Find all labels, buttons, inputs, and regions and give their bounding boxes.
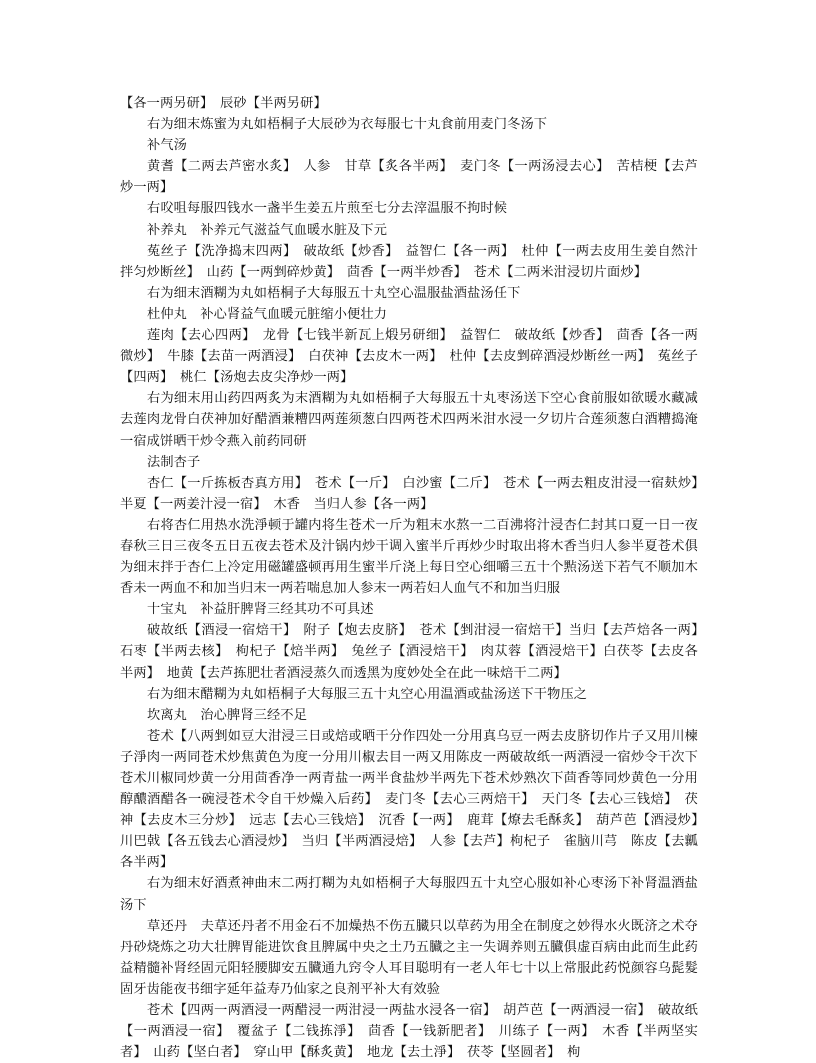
paragraph-20: 草还丹 夫草还丹者不用金石不加燥热不伤五臓只以草药为用全在制度之妙得水火既济之术夺丹砂烧炼之功大壮脾胃能进饮食且脾属中央之土乃五臓之主一失调养则五臓俱虚百病由此而生此药益精髓补肾经固元阳轻腰脚安五臓通九窍令人耳目聪明有一老人年七十以上常服此药悦颜容乌髭髮固牙齿能夜书细字延年益寿乃仙家之良剂平补大有效验	[120, 918, 698, 997]
paragraph-6: 菟丝子【洗净捣末四两】 破故纸【炒香】 益智仁【各一两】 杜仲【一两去皮用生姜自然汁拌匀炒断丝】 山药【一两剉碎炒黄】 茴香【一两半炒香】 苍术【二两米泔浸切片面炒】	[120, 243, 698, 280]
paragraph-21: 苍术【四两一两酒浸一两醋浸一两泔浸一两盐水浸各一宿】 胡芦芭【一两酒浸一宿】 破故纸【一两酒浸一宿】 覆盆子【二钱拣淨】 茴香【一钱新肥者】 川练子【一两】 木香【半两坚实者】 山药【坚白者】 穿山甲【酥炙黄】 地龙【去土淨】 茯苓【坚圆者】 枸	[120, 1003, 698, 1061]
paragraph-19: 右为细末好酒煮神曲末二两打糊为丸如梧桐子大每服四五十丸空心服如补心枣汤下补肾温酒盐汤下	[120, 876, 698, 913]
paragraph-16: 右为细末醋糊为丸如梧桐子大每服三五十丸空心用温酒或盐汤送下干物压之	[147, 686, 588, 702]
paragraph-2: 补气汤	[147, 138, 188, 154]
paragraph-11: 法制杏子	[147, 454, 201, 470]
paragraph-18: 苍术【八两剉如豆大泔浸三日或焙或晒干分作四处一分用真乌豆一两去皮脐切作片子又用川楝子淨肉一两同苍术炒焦黄色为度一分用川椒去目一两又用陈皮一两破故纸一两酒浸一宿炒令干次下苍术川椒同炒黄一分用茴香净一两青盐一两半食盐炒半两先下苍术炒熟次下茴香等同炒黄色一分用醇醲酒醋各一碗浸苍术令自干炒燥入后药】 麦门冬【去心三两焙干】 天门冬【去心三钱焙】 茯神【去皮木三分炒】 远志【去心三钱焙】 沉香【一两】 鹿茸【燎去毛酥炙】 葫芦芭【酒浸炒】 川巴戟【各五钱去心酒浸炒】 当归【半两酒浸焙】 人参【去芦】枸杞子 雀脑川芎 陈皮【去瓤各半两】	[120, 728, 712, 871]
paragraph-10: 右为细末用山药四两炙为末酒糊为丸如梧桐子大每服五十丸枣汤送下空心食前服如欲暖水藏减去莲肉龙骨白茯神加好醋酒兼糟四两莲须葱白四两苍术四两米泔水浸一夕切片合莲须葱白酒糟捣淹一宿成饼晒干炒令燕入前药同研	[120, 391, 698, 449]
paragraph-15: 破故纸【酒浸一宿焙干】 附子【炮去皮脐】 苍术【剉泔浸一宿焙干】当归【去芦焙各一两】 石枣【半两去核】 枸杞子【焙半两】 兔丝子【酒浸焙干】 肉苁蓉【酒浸焙干】白茯苓【去皮各半两】 地黄【去芦拣肥壮者酒浸蒸久而透黑为度妙处全在此一味焙干二两】	[120, 623, 712, 681]
document-page	[120, 93, 712, 1063]
paragraph-4: 右㕮咀每服四钱水一盏半生姜五片煎至七分去滓温服不拘时候	[147, 201, 508, 217]
paragraph-7: 右为细末酒糊为丸如梧桐子大每服五十丸空心温服盐酒盐汤任下	[147, 285, 521, 301]
paragraph-12: 杏仁【一斤拣板杏真方用】 苍术【一斤】 白沙蜜【二斤】 苍术【一两去粗皮泔浸一宿麸炒】 半夏【一两姜汁浸一宿】 木香 当归人参【各一两】	[120, 475, 712, 512]
paragraph-8: 杜仲丸 补心肾益气血暖元脏缩小便壮力	[147, 306, 388, 322]
paragraph-1: 右为细末炼蜜为丸如梧桐子大辰砂为衣每服七十丸食前用麦门冬汤下	[147, 117, 548, 133]
paragraph-14: 十宝丸 补益肝脾肾三经其功不可具述	[147, 602, 374, 618]
paragraph-13: 右将杏仁用热水洗淨顿于罐内将生苍术一斤为粗末水熬一二百沸将汁浸杏仁封其口夏一日一夜春秋三日三夜冬五日五夜去苍术及汁锅内炒干调入蜜半斤再炒少时取出将木香当归人参半夏苍术俱为细末拌于杏仁上冷定用磁罐盛顿再用生蜜半斤浇上每日空心细嚼三五十个㸃汤送下若气不顺加木香未一两血不和加当归末一两若喘息加人参末一两若妇人血气不和加当归服	[120, 517, 698, 597]
paragraph-3: 黄耆【二两去芦密水炙】 人参 甘草【炙各半两】 麦门冬【一两汤浸去心】 苦桔梗【去芦炒一两】	[120, 159, 698, 196]
paragraph-17: 坎离丸 治心脾肾三经不足	[147, 707, 308, 723]
paragraph-0: 【各一两另研】 辰砂【半两另研】	[120, 96, 327, 111]
paragraph-5: 补养丸 补养元气滋益气血暖水脏及下元	[147, 222, 388, 238]
paragraph-9: 莲肉【去心四两】 龙骨【七钱半新瓦上煅另研细】 益智仁 破故纸【炒香】 茴香【各一两微炒】 牛膝【去苗一两酒浸】 白茯神【去皮木一两】 杜仲【去皮剉碎酒浸炒断丝一两】 菟丝子【四两】 桃仁【汤炮去皮尖净炒一两】	[120, 328, 698, 386]
